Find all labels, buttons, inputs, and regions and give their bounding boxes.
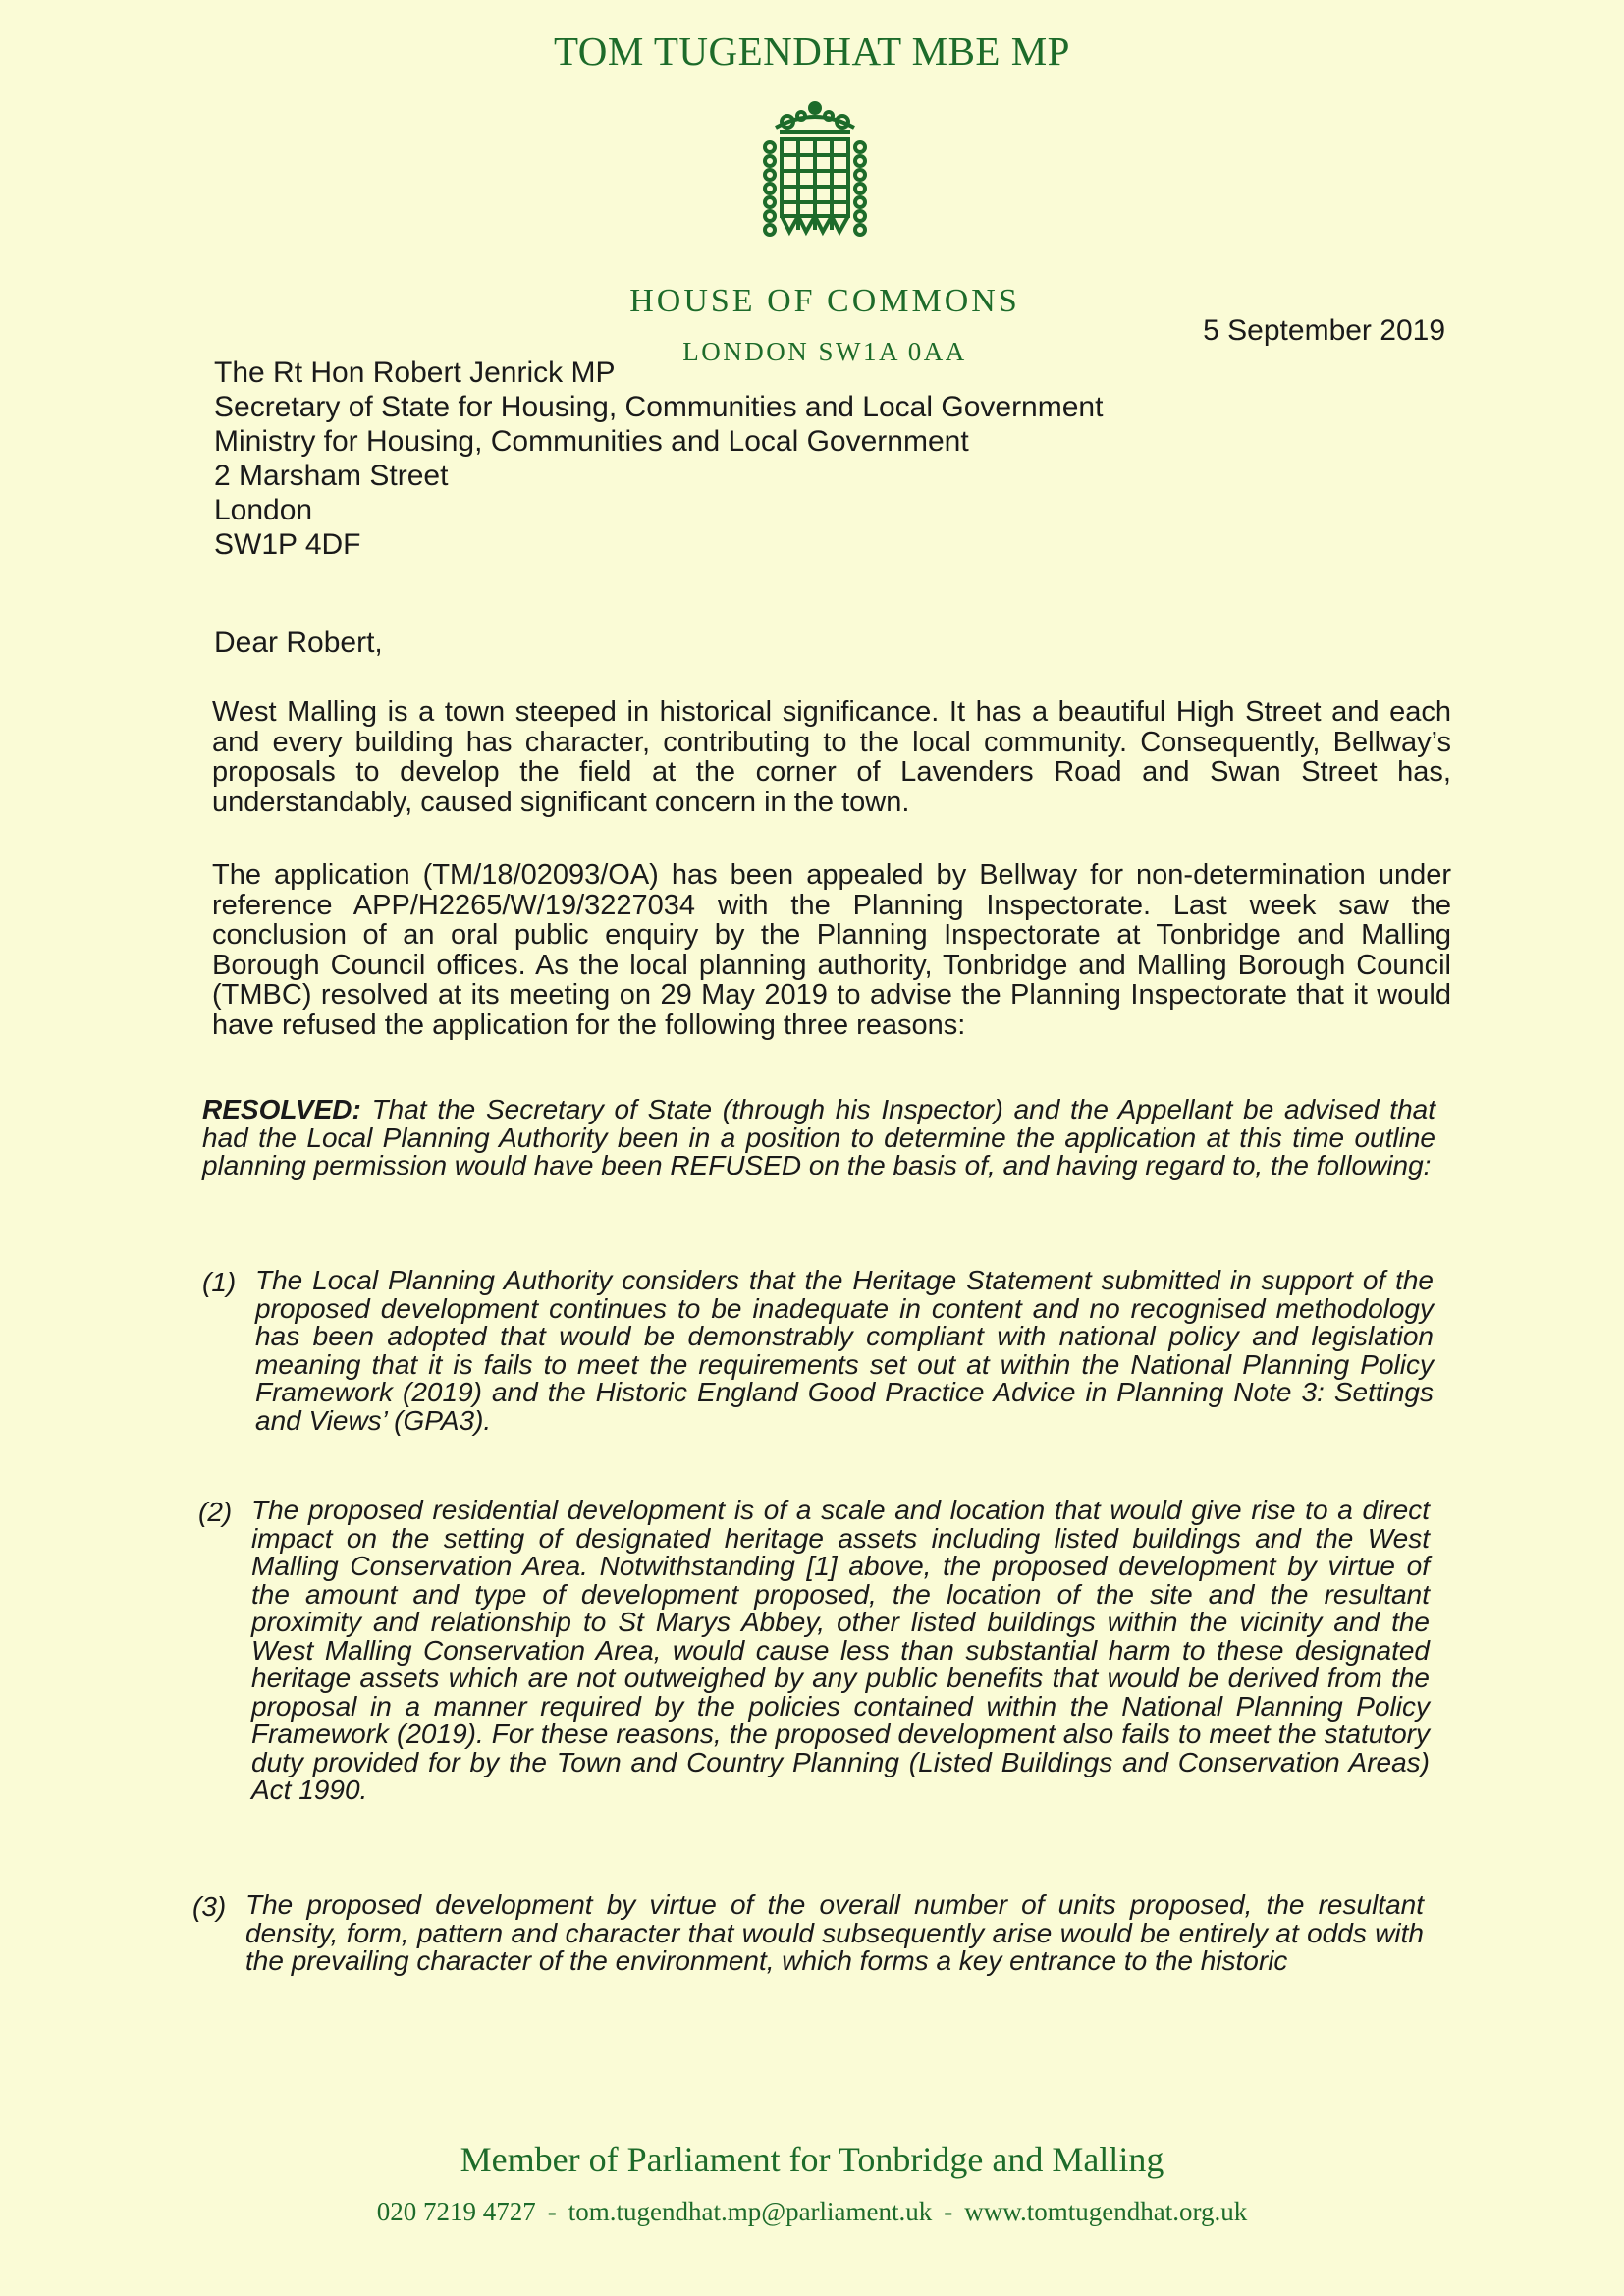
resolution-block	[202, 1096, 1435, 1180]
recipient-line: 2 Marsham Street	[214, 460, 449, 492]
body-paragraph: West Malling is a town steeped in historical significance. It has a beautiful High Street and each and every building has character, contributing to the local community. Consequently, Bellway’s proposals to develop the field at the corner of Lavenders Road and Swan Street has, understandably, caused significant concern in the town.	[212, 696, 1451, 818]
recipient-line: SW1P 4DF	[214, 528, 361, 561]
resolution-label: RESOLVED:	[202, 1094, 361, 1124]
letterhead-name: TOM TUGENDHAT MBE MP	[554, 28, 1070, 74]
reason-text: The proposed development by virtue of the overall number of units proposed, the resultant density, form, pattern and character that would subsequently arise would be entirely at odds with the prevailing character of the environment, which forms a key entrance to the historic	[245, 1889, 1424, 1976]
reason-number: (1)	[202, 1267, 237, 1297]
footer-website-link[interactable]: www.tomtugendhat.org.uk	[964, 2197, 1248, 2226]
footer-separator: -	[944, 2197, 953, 2226]
resolution-text: That the Secretary of State (through his Inspector) and the Appellant be advised that had the Local Planning Authority been in a position to determine the application at this time outline planning permission would have been REFUSED on the basis of, and having regard to, the following:	[202, 1094, 1435, 1180]
recipient-address	[214, 355, 1196, 562]
recipient-line: Ministry for Housing, Communities and Local Government	[214, 425, 969, 458]
footer-separator: -	[547, 2197, 557, 2226]
letter-date: 5 September 2019	[1203, 314, 1445, 347]
reason-number: (3)	[192, 1891, 227, 1922]
footer-contact	[0, 2197, 1624, 2227]
reason-text: The Local Planning Authority considers that the Heritage Statement submitted in support of the proposed development continues to be inadequate in content and no recognised methodology has been adopted that would be demonstrably compliant with national policy and legislation meaning that it is fails to meet the requirements set out at within the National Planning Policy Framework (2019) and the Historic England Good Practice Advice in Planning Note 3: Settings and Views’ (GPA3).	[255, 1265, 1434, 1436]
footer-phone: 020 7219 4727	[376, 2197, 536, 2226]
recipient-line: London	[214, 494, 313, 526]
reason-number: (2)	[198, 1497, 233, 1527]
salutation: Dear Robert,	[214, 627, 383, 659]
recipient-line: Secretary of State for Housing, Communities and Local Government	[214, 391, 1104, 423]
reason-text: The proposed residential development is of a scale and location that would give rise to a direct impact on the setting of designated heritage assets including listed buildings and the West Malling Conservation Area. Notwithstanding [1] above, the proposed development by virtue of the amount and type of development proposed, the location of the site and the resultant proximity and relationship to St Marys Abbey, other listed buildings within the vicinity and the West Malling Conservation Area, would cause less than substantial harm to these designated heritage assets which are not outweighed by any public benefits that would be derived from the proposal in a manner required by the policies contained within the National Planning Policy Framework (2019). For these reasons, the proposed development also fails to meet the statutory duty provided for by the Town and Country Planning (Listed Buildings and Conservation Areas) Act 1990.	[251, 1495, 1430, 1805]
recipient-line: The Rt Hon Robert Jenrick MP	[214, 356, 616, 389]
portcullis-icon	[758, 98, 872, 246]
house-of-commons-heading: HOUSE OF COMMONS	[629, 283, 1020, 319]
footer-email-link[interactable]: tom.tugendhat.mp@parliament.uk	[568, 2197, 933, 2226]
footer-title: Member of Parliament for Tonbridge and Malling	[460, 2140, 1164, 2179]
body-paragraph: The application (TM/18/02093/OA) has been appealed by Bellway for non-determination under reference APP/H2265/W/19/3227034 with the Planning Inspectorate. Last week saw the conclusion of an oral public enquiry by the Planning Inspectorate at Tonbridge and Malling Borough Council offices. As the local planning authority, Tonbridge and Malling Borough Council (TMBC) resolved at its meeting on 29 May 2019 to advise the Planning Inspectorate that it would have refused the application for the following three reasons:	[212, 859, 1451, 1041]
address-city: LONDON SW1A 0AA	[682, 337, 967, 366]
